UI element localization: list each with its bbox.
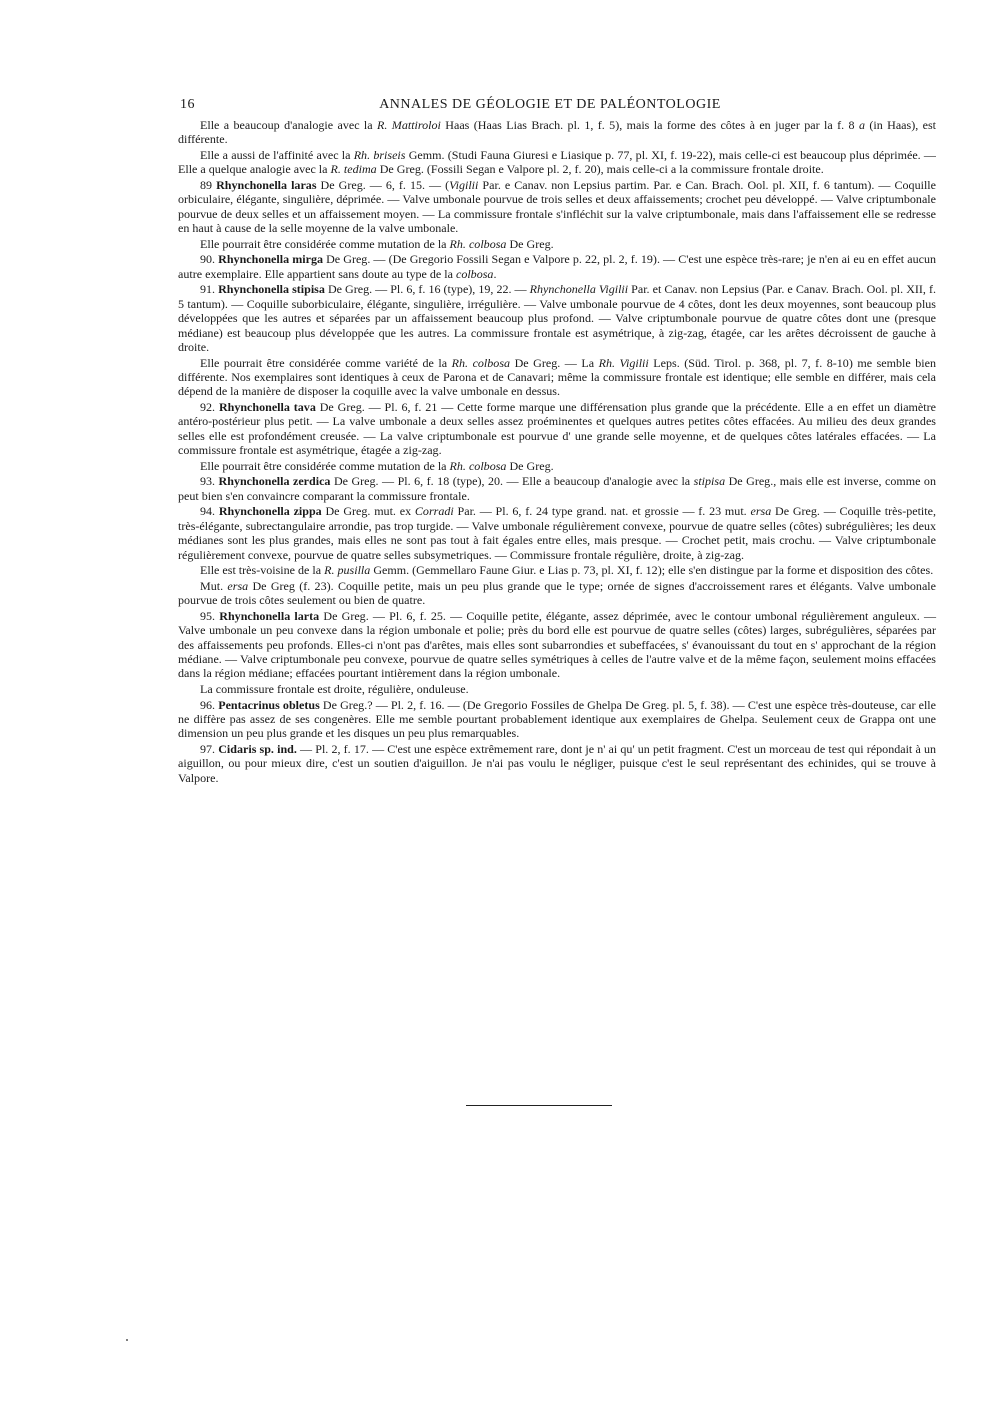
text-run: Gemm. (Studi Fauna Giuresi e Liasique p. 77, pl. XI, f. 19-22), mais celle-ci est beaucoup plus déprimée. — Elle a quelque analogie avec la <box>178 148 936 177</box>
text-run: De Greg. mut. ex <box>321 504 415 519</box>
italic-text: Corradi <box>414 504 454 519</box>
paragraph <box>178 563 936 577</box>
italic-text: R. tedima <box>330 162 377 177</box>
species-name: Rhynchonella zippa <box>218 504 322 519</box>
text-run: Par. e Canav. non Lepsius partim. Par. e Can. Brach. Ool. pl. XII, f. 6 tantum). — Coquille orbiculaire, élégante, singulière, déprimée. — Valve umbonale pourvue de trois selles et deux affaissements; crochet peu développé. — Valve criptumbonale pourvue de deux selles et un affaissement moyen. — La commissure frontale s'infléchit sur la valve criptumbonale, mais dans l'affaissement elle se redresse en haut à cause de la selle moyenne de la valve umbonale. <box>178 178 936 236</box>
text-run: Elle est très-voisine de la <box>200 563 325 578</box>
species-name: Rhynchonella zerdica <box>218 474 331 489</box>
italic-text: ersa <box>227 578 249 593</box>
species-name: Pentacrinus obletus <box>218 697 320 712</box>
paragraph <box>178 400 936 458</box>
paragraph <box>178 178 936 236</box>
paragraph <box>178 118 936 147</box>
text-run: (in Haas), est différente. <box>178 118 937 147</box>
text-run: — Pl. 2, f. 17. — C'est une espèce extrêmement rare, dont je n' ai qu' un petit fragment. C'est un morceau de test qui répondait à un aiguillon, ou pour mieux dire, c'est un soutien d'aiguillon. Je n'ai pas voulu le négliger, puisque c'est le seul représentant des echinides, qui se trouve à Valpore. <box>178 742 936 785</box>
italic-text: R. Mattiroloi <box>377 118 441 132</box>
italic-text: Rh. briseis <box>353 148 406 162</box>
text-run: De Greg. — Coquille très-petite, très-élégante, subrectangulaire arrondie, pas trop turgide. — Valve umbonale régulièrement convexe, pourvue de quatre selles (côtes) subrégulières; les deux médianes sont les plus grandes, mais elles ne sont pas tout à fait égales entre elles, mais presque. — Crochet petit, mais crochu. — Valve criptumbonale régulièrement convexe, pourvue de quatre selles subsymetriques. — Commissure frontale régulière, droite, à zig-zag. <box>178 504 936 562</box>
italic-text: ersa <box>750 504 772 519</box>
italic-text: Rh. colbosa <box>449 236 507 251</box>
paragraph <box>178 252 936 281</box>
italic-text: Vigilii <box>449 178 479 192</box>
body-text <box>178 118 936 786</box>
paragraph <box>178 282 936 354</box>
text-run: De Greg. — Pl. 6, f. 16 (type), 19, 22. — <box>324 282 530 297</box>
italic-text: colbosa <box>455 266 494 281</box>
paragraph <box>178 742 936 785</box>
text-run: De Greg. <box>506 236 554 251</box>
species-name: Rhynchonella stipisa <box>218 282 325 297</box>
italic-text: stipisa <box>693 474 726 489</box>
paragraph <box>178 609 936 681</box>
text-run: De Greg. <box>506 458 554 473</box>
text-run: De Greg. — 6, f. 15. — ( <box>316 178 450 192</box>
text-run: 92. <box>200 400 219 415</box>
text-run: De Greg. — Pl. 6, f. 25. — Coquille petite, élégante, assez déprimée, avec le contour umbonal régulièrement anguleux. — Valve umbonale un peu convexe dans la région umbonale et polie; près du bord elle est pourvue de quatre selles (côtes) larges, subrégulières, séparées par des affaissements peu profonds. Elles-ci n'ont pas d'arêtes, mais elles sont subarrondies et subeffacées, s' évanouissant du tout en s' approchant de la région médiane. — Valve criptumbonale peu convexe, pourvue de quatre selles symétriques à celles de l'autre valve et de la même façon, seulement moins effacées dans la région médiane; effacées pourtant intièrement dans la région umbonale. <box>178 608 937 681</box>
text-run: De Greg. — (De Gregorio Fossili Segan e Valpore p. 22, pl. 2, f. 19). — C'est une espèce très-rare; je n'en ai eu en effet aucun autre exemplaire. Elle appartient sans doute au type de la <box>178 252 937 281</box>
italic-text: Rh. colbosa <box>449 458 507 473</box>
text-run: De Greg. — Pl. 6, f. 21 — Cette forme marque une différensation plus grande que la précédente. Elle a en effet un diamètre antéro-postérieur plus petit. — La valve umbonale a deux selles assez proéminentes et quelques autres petites côtes effacées. Au milieu des deux grandes selles elle est profondément creusée. — La valve criptumbonale est pourvue d' une grande selle moyenne, et de quelques côtes latérales effacées. — La commissure frontale est asymétrique, étagée a zig-zag. <box>178 400 936 458</box>
paragraph <box>178 237 936 251</box>
text-run: La commissure frontale est droite, régulière, onduleuse. <box>200 682 469 697</box>
species-name: Cidaris sp. ind. <box>218 742 297 757</box>
text-run: De Greg (f. 23). Coquille petite, mais un peu plus grande que le type; ornée de signes d'accroissement rares et élégants. Valve umbonale pourvue de trois côtes seulement ou bien de quatre. <box>178 578 936 608</box>
text-run: De Greg., mais elle est inverse, comme on peut bien s'en convaincre comparant la commissure frontale. <box>178 474 936 503</box>
text-run: Elle pourrait être considérée comme mutation de la <box>200 458 450 473</box>
text-run: Elle pourrait être considérée comme mutation de la <box>200 236 450 251</box>
paragraph <box>178 698 936 741</box>
species-name: Rhynchonella mirga <box>218 252 323 267</box>
text-run: 95. <box>200 608 220 623</box>
text-run: De Greg. — Pl. 6, f. 18 (type), 20. — Elle a beaucoup d'analogie avec la <box>330 474 694 489</box>
text-run: 96. <box>200 697 219 712</box>
italic-text: Rhynchonella Vigilii <box>529 282 629 297</box>
running-title: ANNALES DE GÉOLOGIE ET DE PALÉONTOLOGIE <box>379 97 721 112</box>
text-run: Par. — Pl. 6, f. 24 type grand. nat. et grossie — f. 23 mut. <box>453 504 751 519</box>
speck <box>126 1339 128 1341</box>
paragraph <box>178 148 936 177</box>
text-run: 97. <box>200 742 219 757</box>
paragraph <box>178 459 936 473</box>
paragraph <box>178 504 936 562</box>
text-run: 91. <box>200 282 219 297</box>
text-run: De Greg. — La <box>510 355 599 370</box>
paragraph <box>178 682 936 696</box>
species-name: Rhynchonella larta <box>219 608 320 623</box>
text-run: 94. <box>200 504 219 519</box>
text-run: Elle pourrait être considérée comme variété de la <box>200 355 452 370</box>
text-run: Leps. (Süd. Tirol. p. 368, pl. 7, f. 8-10) me semble bien différente. Nos exemplaires sont identiques à ceux de Parona et de Canavari; même la commissure frontale est identique; elle semble en différer, mais cela dépend de la manière de disposer la coquille avec la valve umbonale en dessus. <box>178 355 937 399</box>
text-run: Mut. <box>200 578 228 593</box>
text-run: Elle a beaucoup d'analogie avec la <box>200 118 378 132</box>
text-run: Haas (Haas Lias Brach. pl. 1, f. 5), mais la forme des côtes à en juger par la f. 8 <box>440 118 859 132</box>
text-run: Par. et Canav. non Lepsius (Par. e Canav. Brach. Ool. pl. XII, f. 5 tantum). — Coquille suborbiculaire, élégante, singulière, irrégulière. — Valve umbonale pourvue de 4 côtes, dont les deux moyennes, sont beaucoup plus développées que les autres et séparées par un affaissement beaucoup plus profond. — Valve criptumbonale pourvue de quatre côtes dont une (presque médiane) est beaucoup plus développée que les autres. La commissure frontale est asymétrique, à zig-zag, étagée, car les arêtes décroissent de gauche à droite. <box>178 282 936 355</box>
text-run: 93. <box>200 474 219 489</box>
text-run: De Greg.? — Pl. 2, f. 16. — (De Gregorio Fossiles de Ghelpa De Greg. pl. 5, f. 38). — C'est une espèce très-douteuse, car elle ne diffère pas assez de ses congenères. Elle me semble pourtant probablement identique aux exemplaires de Ghelpa. Seulement ceux de Grappa ont une dimension un peu plus grande et les disques un peu plus remarquables. <box>178 697 936 741</box>
paragraph <box>178 356 936 399</box>
page-number: 16 <box>180 97 195 112</box>
italic-text: a <box>858 118 865 132</box>
italic-text: Rh. colbosa <box>451 355 511 370</box>
text-run: 90. <box>200 252 219 267</box>
running-header <box>180 97 936 117</box>
text-run: Elle a aussi de l'affinité avec la <box>200 148 354 162</box>
species-name: Rhynchonella laras <box>216 178 317 192</box>
paragraph <box>178 579 936 608</box>
species-name: Rhynchonella tava <box>218 400 316 415</box>
text-run: Gemm. (Gemmellaro Faune Giur. e Lias p. 73, pl. XI, f. 12); elle s'en distingue par la forme et disposition des côtes. <box>370 563 934 578</box>
text-run: De Greg. (Fossili Segan e Valpore pl. 2, f. 20), mais celle-ci a la commissure frontale droite. <box>376 162 824 177</box>
paragraph <box>178 474 936 503</box>
text-run: 89 <box>200 178 217 192</box>
italic-text: R. pusilla <box>324 563 371 578</box>
text-run: . <box>493 266 497 281</box>
end-rule <box>466 1105 612 1106</box>
italic-text: Rh. Vigilii <box>598 355 649 370</box>
